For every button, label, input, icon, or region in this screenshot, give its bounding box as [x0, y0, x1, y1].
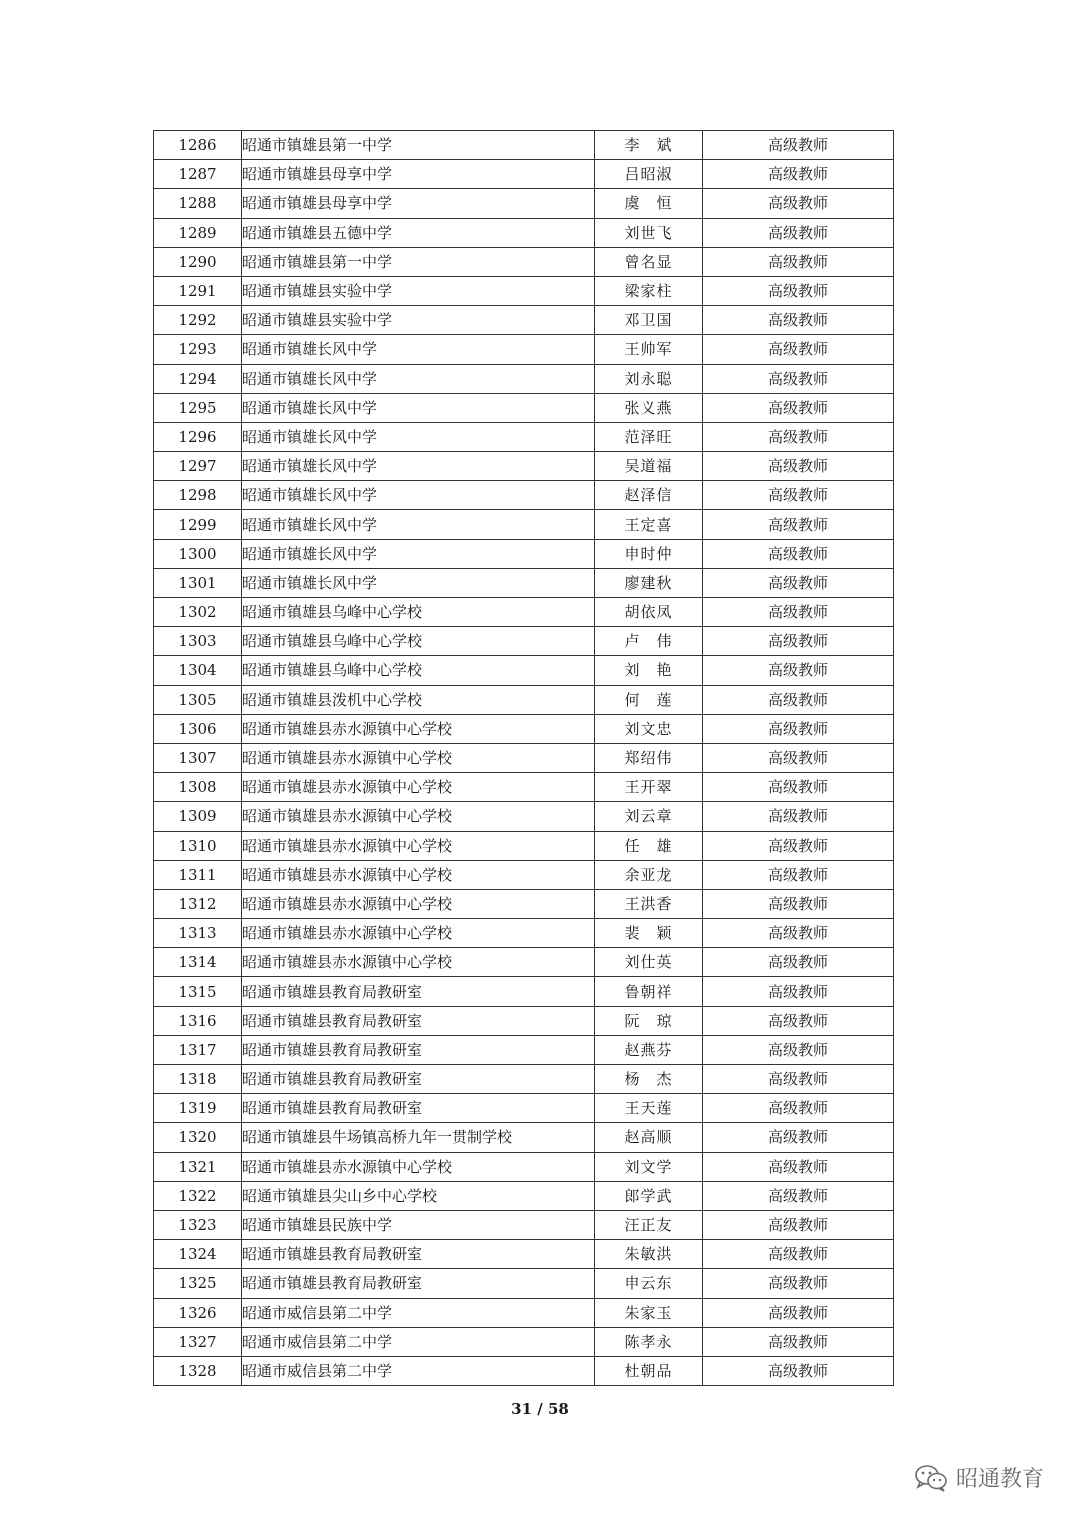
school-cell: 昭通市镇雄县泼机中心学校	[242, 685, 595, 714]
row-number-cell: 1300	[154, 539, 242, 568]
row-number-cell: 1316	[154, 1006, 242, 1035]
row-number-cell: 1325	[154, 1269, 242, 1298]
row-number-cell: 1323	[154, 1210, 242, 1239]
teacher-name-cell: 虞 恒	[595, 189, 703, 218]
table-row	[154, 481, 894, 510]
table-row	[154, 247, 894, 276]
teacher-name-cell: 刘文学	[595, 1152, 703, 1181]
teacher-name-cell: 鲁朝祥	[595, 977, 703, 1006]
teacher-name-cell: 任 雄	[595, 831, 703, 860]
table-row	[154, 1210, 894, 1239]
title-cell: 高级教师	[703, 276, 894, 305]
title-cell: 高级教师	[703, 568, 894, 597]
table-row	[154, 1269, 894, 1298]
row-number-cell: 1291	[154, 276, 242, 305]
row-number-cell: 1306	[154, 714, 242, 743]
row-number-cell: 1297	[154, 452, 242, 481]
school-cell: 昭通市镇雄县教育局教研室	[242, 1094, 595, 1123]
teacher-name-cell: 郑绍伟	[595, 743, 703, 772]
table-row	[154, 1035, 894, 1064]
title-cell: 高级教师	[703, 1035, 894, 1064]
row-number-cell: 1314	[154, 948, 242, 977]
row-number-cell: 1298	[154, 481, 242, 510]
row-number-cell: 1313	[154, 919, 242, 948]
row-number-cell: 1307	[154, 743, 242, 772]
table-row	[154, 393, 894, 422]
teacher-name-cell: 邓卫国	[595, 306, 703, 335]
table-row	[154, 1152, 894, 1181]
row-number-cell: 1320	[154, 1123, 242, 1152]
school-cell: 昭通市镇雄县教育局教研室	[242, 1065, 595, 1094]
school-cell: 昭通市镇雄县教育局教研室	[242, 1240, 595, 1269]
teacher-name-cell: 陈孝永	[595, 1327, 703, 1356]
teacher-name-cell: 卢 伟	[595, 627, 703, 656]
title-cell: 高级教师	[703, 510, 894, 539]
title-cell: 高级教师	[703, 247, 894, 276]
school-cell: 昭通市镇雄县赤水源镇中心学校	[242, 773, 595, 802]
title-cell: 高级教师	[703, 1356, 894, 1385]
roster-body	[154, 131, 894, 1386]
teacher-name-cell: 杨 杰	[595, 1065, 703, 1094]
table-row	[154, 919, 894, 948]
table-row	[154, 714, 894, 743]
table-row	[154, 189, 894, 218]
school-cell: 昭通市镇雄长风中学	[242, 393, 595, 422]
row-number-cell: 1319	[154, 1094, 242, 1123]
school-cell: 昭通市镇雄县母享中学	[242, 160, 595, 189]
teacher-name-cell: 吴道福	[595, 452, 703, 481]
school-cell: 昭通市镇雄长风中学	[242, 422, 595, 451]
row-number-cell: 1290	[154, 247, 242, 276]
table-row	[154, 1094, 894, 1123]
table-row	[154, 948, 894, 977]
row-number-cell: 1326	[154, 1298, 242, 1327]
teacher-name-cell: 刘世飞	[595, 218, 703, 247]
table-row	[154, 452, 894, 481]
table-row	[154, 598, 894, 627]
school-cell: 昭通市镇雄县牛场镇高桥九年一贯制学校	[242, 1123, 595, 1152]
table-row	[154, 685, 894, 714]
title-cell: 高级教师	[703, 160, 894, 189]
school-cell: 昭通市镇雄县教育局教研室	[242, 1269, 595, 1298]
title-cell: 高级教师	[703, 393, 894, 422]
table-row	[154, 627, 894, 656]
teacher-name-cell: 阮 琼	[595, 1006, 703, 1035]
title-cell: 高级教师	[703, 1210, 894, 1239]
school-cell: 昭通市镇雄县乌峰中心学校	[242, 627, 595, 656]
teacher-name-cell: 朱敏洪	[595, 1240, 703, 1269]
teacher-name-cell: 吕昭淑	[595, 160, 703, 189]
row-number-cell: 1287	[154, 160, 242, 189]
teacher-name-cell: 刘仕英	[595, 948, 703, 977]
school-cell: 昭通市镇雄县实验中学	[242, 276, 595, 305]
row-number-cell: 1318	[154, 1065, 242, 1094]
title-cell: 高级教师	[703, 598, 894, 627]
title-cell: 高级教师	[703, 335, 894, 364]
teacher-name-cell: 汪正友	[595, 1210, 703, 1239]
teacher-name-cell: 曾名显	[595, 247, 703, 276]
teacher-roster-table	[153, 130, 894, 1386]
school-cell: 昭通市镇雄县赤水源镇中心学校	[242, 1152, 595, 1181]
title-cell: 高级教师	[703, 1298, 894, 1327]
teacher-name-cell: 王帅军	[595, 335, 703, 364]
table-row	[154, 1356, 894, 1385]
school-cell: 昭通市镇雄长风中学	[242, 510, 595, 539]
teacher-name-cell: 裴 颖	[595, 919, 703, 948]
row-number-cell: 1322	[154, 1181, 242, 1210]
table-row	[154, 510, 894, 539]
teacher-name-cell: 刘文忠	[595, 714, 703, 743]
table-row	[154, 276, 894, 305]
title-cell: 高级教师	[703, 948, 894, 977]
table-row	[154, 1240, 894, 1269]
teacher-name-cell: 张义燕	[595, 393, 703, 422]
table-row	[154, 160, 894, 189]
table-row	[154, 335, 894, 364]
table-row	[154, 568, 894, 597]
table-row	[154, 831, 894, 860]
school-cell: 昭通市镇雄县赤水源镇中心学校	[242, 889, 595, 918]
title-cell: 高级教师	[703, 452, 894, 481]
title-cell: 高级教师	[703, 773, 894, 802]
title-cell: 高级教师	[703, 802, 894, 831]
school-cell: 昭通市镇雄县民族中学	[242, 1210, 595, 1239]
title-cell: 高级教师	[703, 656, 894, 685]
row-number-cell: 1299	[154, 510, 242, 539]
row-number-cell: 1304	[154, 656, 242, 685]
school-cell: 昭通市镇雄县实验中学	[242, 306, 595, 335]
row-number-cell: 1296	[154, 422, 242, 451]
title-cell: 高级教师	[703, 218, 894, 247]
table-row	[154, 1181, 894, 1210]
table-row	[154, 218, 894, 247]
row-number-cell: 1317	[154, 1035, 242, 1064]
title-cell: 高级教师	[703, 131, 894, 160]
teacher-name-cell: 刘 艳	[595, 656, 703, 685]
teacher-name-cell: 王定喜	[595, 510, 703, 539]
title-cell: 高级教师	[703, 1152, 894, 1181]
school-cell: 昭通市镇雄县赤水源镇中心学校	[242, 714, 595, 743]
title-cell: 高级教师	[703, 627, 894, 656]
row-number-cell: 1289	[154, 218, 242, 247]
watermark	[914, 1462, 1044, 1493]
teacher-name-cell: 王洪香	[595, 889, 703, 918]
title-cell: 高级教师	[703, 1240, 894, 1269]
school-cell: 昭通市镇雄县赤水源镇中心学校	[242, 948, 595, 977]
table-row	[154, 773, 894, 802]
school-cell: 昭通市镇雄县赤水源镇中心学校	[242, 802, 595, 831]
row-number-cell: 1292	[154, 306, 242, 335]
table-row	[154, 539, 894, 568]
row-number-cell: 1302	[154, 598, 242, 627]
school-cell: 昭通市威信县第二中学	[242, 1356, 595, 1385]
title-cell: 高级教师	[703, 1006, 894, 1035]
school-cell: 昭通市镇雄县尖山乡中心学校	[242, 1181, 595, 1210]
school-cell: 昭通市镇雄县第一中学	[242, 131, 595, 160]
table-row	[154, 364, 894, 393]
table-row	[154, 1065, 894, 1094]
title-cell: 高级教师	[703, 977, 894, 1006]
page-number: 31 / 58	[511, 1400, 569, 1418]
teacher-name-cell: 余亚龙	[595, 860, 703, 889]
title-cell: 高级教师	[703, 481, 894, 510]
school-cell: 昭通市镇雄县赤水源镇中心学校	[242, 919, 595, 948]
row-number-cell: 1303	[154, 627, 242, 656]
title-cell: 高级教师	[703, 919, 894, 948]
title-cell: 高级教师	[703, 714, 894, 743]
teacher-name-cell: 赵高顺	[595, 1123, 703, 1152]
table-row	[154, 1123, 894, 1152]
title-cell: 高级教师	[703, 860, 894, 889]
row-number-cell: 1295	[154, 393, 242, 422]
table-row	[154, 802, 894, 831]
row-number-cell: 1308	[154, 773, 242, 802]
teacher-name-cell: 胡依凤	[595, 598, 703, 627]
teacher-name-cell: 杜朝品	[595, 1356, 703, 1385]
teacher-name-cell: 赵燕芬	[595, 1035, 703, 1064]
school-cell: 昭通市镇雄县赤水源镇中心学校	[242, 831, 595, 860]
school-cell: 昭通市镇雄长风中学	[242, 364, 595, 393]
title-cell: 高级教师	[703, 831, 894, 860]
title-cell: 高级教师	[703, 422, 894, 451]
table-row	[154, 656, 894, 685]
title-cell: 高级教师	[703, 364, 894, 393]
school-cell: 昭通市镇雄县赤水源镇中心学校	[242, 860, 595, 889]
title-cell: 高级教师	[703, 1123, 894, 1152]
title-cell: 高级教师	[703, 1094, 894, 1123]
title-cell: 高级教师	[703, 889, 894, 918]
table-row	[154, 1327, 894, 1356]
teacher-name-cell: 刘永聪	[595, 364, 703, 393]
school-cell: 昭通市镇雄县赤水源镇中心学校	[242, 743, 595, 772]
title-cell: 高级教师	[703, 1327, 894, 1356]
table-row	[154, 743, 894, 772]
title-cell: 高级教师	[703, 539, 894, 568]
table-row	[154, 860, 894, 889]
teacher-name-cell: 朱家玉	[595, 1298, 703, 1327]
school-cell: 昭通市镇雄长风中学	[242, 568, 595, 597]
school-cell: 昭通市镇雄县第一中学	[242, 247, 595, 276]
school-cell: 昭通市威信县第二中学	[242, 1298, 595, 1327]
school-cell: 昭通市镇雄县母享中学	[242, 189, 595, 218]
row-number-cell: 1305	[154, 685, 242, 714]
row-number-cell: 1294	[154, 364, 242, 393]
school-cell: 昭通市镇雄县教育局教研室	[242, 1006, 595, 1035]
row-number-cell: 1301	[154, 568, 242, 597]
teacher-name-cell: 郎学武	[595, 1181, 703, 1210]
row-number-cell: 1288	[154, 189, 242, 218]
teacher-name-cell: 刘云章	[595, 802, 703, 831]
row-number-cell: 1321	[154, 1152, 242, 1181]
title-cell: 高级教师	[703, 1181, 894, 1210]
row-number-cell: 1310	[154, 831, 242, 860]
table-row	[154, 306, 894, 335]
title-cell: 高级教师	[703, 1269, 894, 1298]
school-cell: 昭通市威信县第二中学	[242, 1327, 595, 1356]
title-cell: 高级教师	[703, 189, 894, 218]
teacher-name-cell: 王开翠	[595, 773, 703, 802]
teacher-name-cell: 赵泽信	[595, 481, 703, 510]
teacher-name-cell: 何 莲	[595, 685, 703, 714]
table-row	[154, 1298, 894, 1327]
teacher-name-cell: 范泽旺	[595, 422, 703, 451]
row-number-cell: 1315	[154, 977, 242, 1006]
school-cell: 昭通市镇雄县乌峰中心学校	[242, 656, 595, 685]
row-number-cell: 1328	[154, 1356, 242, 1385]
school-cell: 昭通市镇雄县教育局教研室	[242, 977, 595, 1006]
school-cell: 昭通市镇雄县五德中学	[242, 218, 595, 247]
teacher-name-cell: 申时仲	[595, 539, 703, 568]
row-number-cell: 1327	[154, 1327, 242, 1356]
title-cell: 高级教师	[703, 306, 894, 335]
teacher-name-cell: 梁家柱	[595, 276, 703, 305]
teacher-name-cell: 王天莲	[595, 1094, 703, 1123]
teacher-name-cell: 申云东	[595, 1269, 703, 1298]
teacher-name-cell: 廖建秋	[595, 568, 703, 597]
row-number-cell: 1293	[154, 335, 242, 364]
teacher-name-cell: 李 斌	[595, 131, 703, 160]
row-number-cell: 1324	[154, 1240, 242, 1269]
row-number-cell: 1309	[154, 802, 242, 831]
table-row	[154, 889, 894, 918]
school-cell: 昭通市镇雄县教育局教研室	[242, 1035, 595, 1064]
table-row	[154, 422, 894, 451]
row-number-cell: 1311	[154, 860, 242, 889]
school-cell: 昭通市镇雄长风中学	[242, 335, 595, 364]
watermark-text: 昭通教育	[955, 1467, 1044, 1492]
title-cell: 高级教师	[703, 1065, 894, 1094]
table-row	[154, 1006, 894, 1035]
school-cell: 昭通市镇雄长风中学	[242, 539, 595, 568]
school-cell: 昭通市镇雄县乌峰中心学校	[242, 598, 595, 627]
row-number-cell: 1286	[154, 131, 242, 160]
wechat-icon	[914, 1464, 948, 1492]
table-row	[154, 977, 894, 1006]
school-cell: 昭通市镇雄长风中学	[242, 481, 595, 510]
school-cell: 昭通市镇雄长风中学	[242, 452, 595, 481]
title-cell: 高级教师	[703, 685, 894, 714]
row-number-cell: 1312	[154, 889, 242, 918]
title-cell: 高级教师	[703, 743, 894, 772]
table-row	[154, 131, 894, 160]
